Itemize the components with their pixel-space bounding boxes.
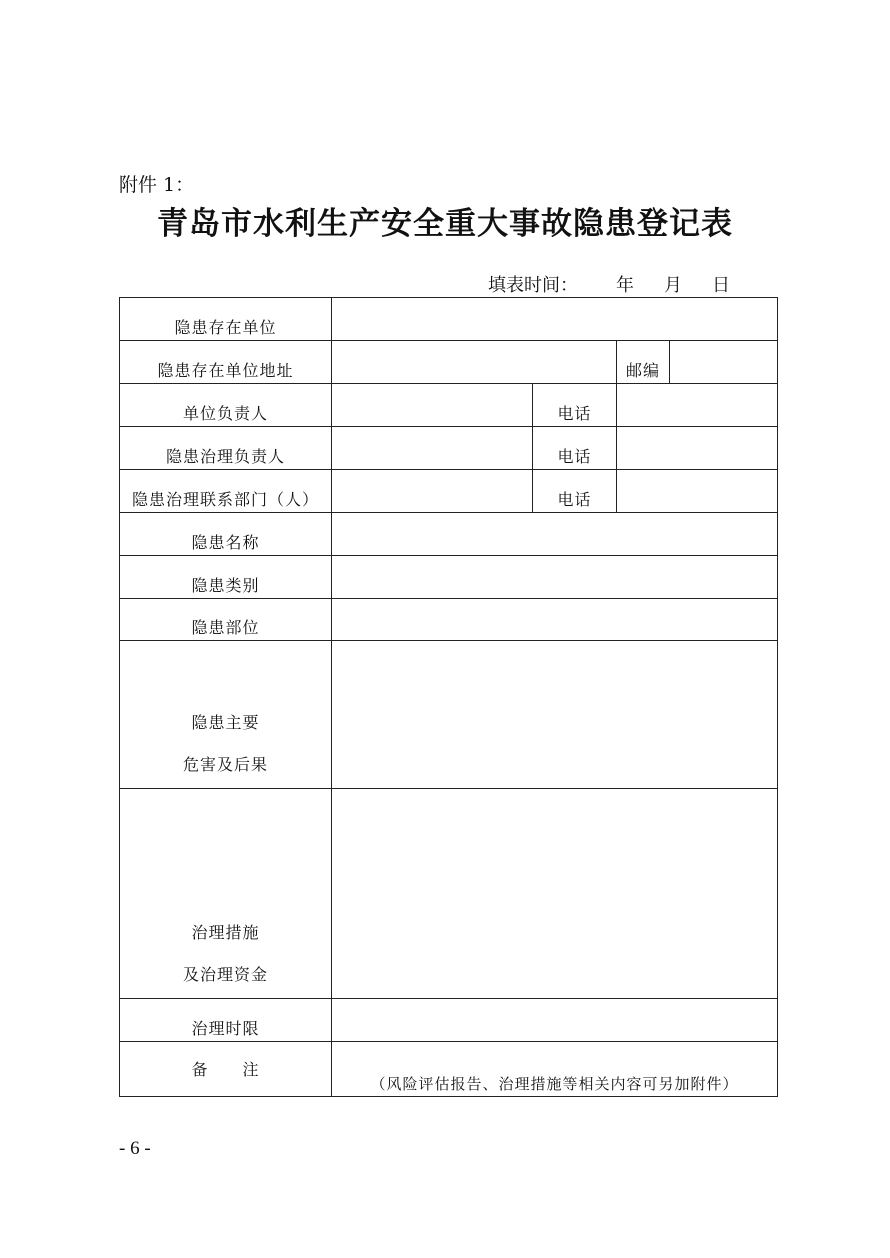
rectify-head-label: 隐患治理负责人 [120,427,332,470]
hazard-name-field[interactable] [332,513,778,556]
postcode-field[interactable] [670,341,778,384]
hazard-location-label: 隐患部位 [120,599,332,641]
contact-dept-field[interactable] [332,470,533,513]
harm-label-line1: 隐患主要 [191,713,260,732]
rectify-head-phone-label: 电话 [533,427,617,470]
unit-head-phone-field[interactable] [617,384,778,427]
month-label: 月 [664,275,682,296]
remarks-label: 备 注 [120,1042,332,1097]
measures-label-line2: 及治理资金 [182,965,268,984]
measures-label-line1: 治理措施 [191,923,260,942]
year-label: 年 [616,275,634,296]
harm-field[interactable] [332,641,778,789]
rectify-head-phone-field[interactable] [617,427,778,470]
address-label: 隐患存在单位地址 [120,341,332,384]
fill-date-line [488,271,730,297]
rectify-head-field[interactable] [332,427,533,470]
form-title: 青岛市水利生产安全重大事故隐患登记表 [157,206,733,242]
address-field[interactable] [332,341,617,384]
fill-time-label: 填表时间： [488,275,578,296]
remarks-text[interactable]: （风险评估报告、治理措施等相关内容可另加附件） [332,1042,778,1097]
hazard-type-field[interactable] [332,556,778,599]
attachment-label: 附件 1： [119,174,195,196]
contact-dept-phone-field[interactable] [617,470,778,513]
unit-field[interactable] [332,298,778,341]
unit-label: 隐患存在单位 [120,298,332,341]
measures-field[interactable] [332,789,778,999]
measures-label [120,789,332,999]
unit-head-phone-label: 电话 [533,384,617,427]
deadline-field[interactable] [332,999,778,1042]
deadline-label: 治理时限 [120,999,332,1042]
contact-dept-phone-label: 电话 [533,470,617,513]
postcode-label: 邮编 [617,341,670,384]
hazard-name-label: 隐患名称 [120,513,332,556]
hazard-type-label: 隐患类别 [120,556,332,599]
hazard-location-field[interactable] [332,599,778,641]
hazard-registration-form [119,297,778,1097]
unit-head-field[interactable] [332,384,533,427]
contact-dept-label: 隐患治理联系部门（人） [120,470,332,513]
unit-head-label: 单位负责人 [120,384,332,427]
harm-label-line2: 危害及后果 [182,755,268,774]
harm-label [120,641,332,789]
day-label: 日 [712,275,730,296]
page-number: - 6 - [119,1138,151,1159]
